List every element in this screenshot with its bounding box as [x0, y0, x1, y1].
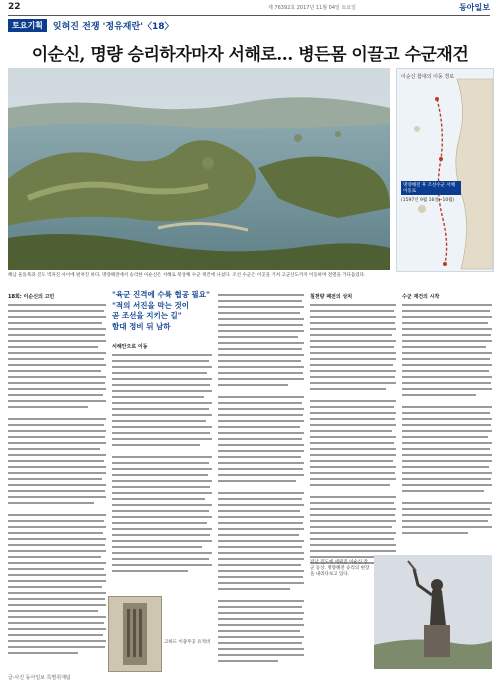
article-column-1 — [8, 292, 106, 672]
article-headline: 이순신, 명량 승리하자마자 서해로… 병든몸 이끌고 수군재건 — [31, 45, 469, 65]
statue-caption: 전남 진도에 세워진 이순신 장군 동상. 명량해전 승리의 현장을 내려다보고 있다. — [310, 560, 370, 577]
photo-caption: 해남 울돌목과 진도 벽파진 사이에 펼쳐진 바다. 명량해전에서 승리한 이순신은 서해로 북상해 수군 재건에 나섰다. 조선 수군은 이곳을 거쳐 고군산도까지 이동하며 전열을 가다듬었다. — [8, 273, 366, 278]
byline: 글·사진 동아일보 특별취재팀 — [8, 675, 71, 681]
monument-image — [109, 597, 161, 671]
section-head-1: 18회: 이순신의 고민 — [8, 294, 55, 300]
aerial-photo — [8, 68, 390, 270]
article-column-2 — [112, 342, 212, 592]
statue-image — [374, 555, 492, 669]
pull-quote-line: "적의 서진을 막는 것이 — [112, 300, 189, 310]
monument-photo — [108, 596, 162, 672]
pull-quote-line: 함대 정비 뒤 남하 — [112, 321, 171, 331]
section-head-2: 서해안으로 이동 — [112, 344, 148, 350]
map-title: 이순신 함대의 이동 경로 — [401, 74, 455, 80]
map-legend-note: (1597년 9월 16일~10월) — [401, 198, 455, 203]
body-text-lines — [112, 352, 212, 582]
header-rule — [8, 15, 490, 16]
pull-quote-line: 곧 조선을 지키는 길" — [112, 311, 182, 320]
body-text-lines — [8, 302, 106, 662]
article-column-3 — [218, 292, 304, 672]
monument-caption: 고하도 이충무공 유적비 — [164, 640, 211, 645]
issue-date: 제 76392호 2017년 11월 04일 토요일 — [268, 5, 356, 11]
pull-quote-line: "육군 진격에 수륙 협공 필요" — [112, 290, 210, 299]
section-head-3: 칠천량 패전의 상처 — [310, 294, 353, 300]
map-legend-chip: 명량해전 후 조선수군 서해 이동로 — [401, 181, 461, 195]
pull-quote — [112, 290, 212, 332]
body-text-block — [8, 302, 106, 665]
map-legend — [401, 181, 461, 203]
series-kicker: 토요기획 — [8, 19, 47, 32]
series-label — [8, 18, 173, 32]
body-text-lines — [218, 292, 304, 666]
section-head-4: 수군 재건의 시작 — [402, 294, 440, 300]
series-title: 잊혀진 전쟁 '정유재란'〈18〉 — [52, 21, 174, 32]
body-text-lines — [402, 302, 492, 542]
route-map-graphic — [397, 69, 493, 271]
statue-photo — [374, 555, 492, 669]
page-header — [0, 0, 500, 14]
route-map — [396, 68, 494, 272]
page-number: 22 — [8, 2, 21, 12]
newspaper-logo: 동아일보 — [459, 3, 490, 12]
aerial-photo-image — [8, 68, 390, 270]
article-column-5 — [402, 292, 492, 550]
